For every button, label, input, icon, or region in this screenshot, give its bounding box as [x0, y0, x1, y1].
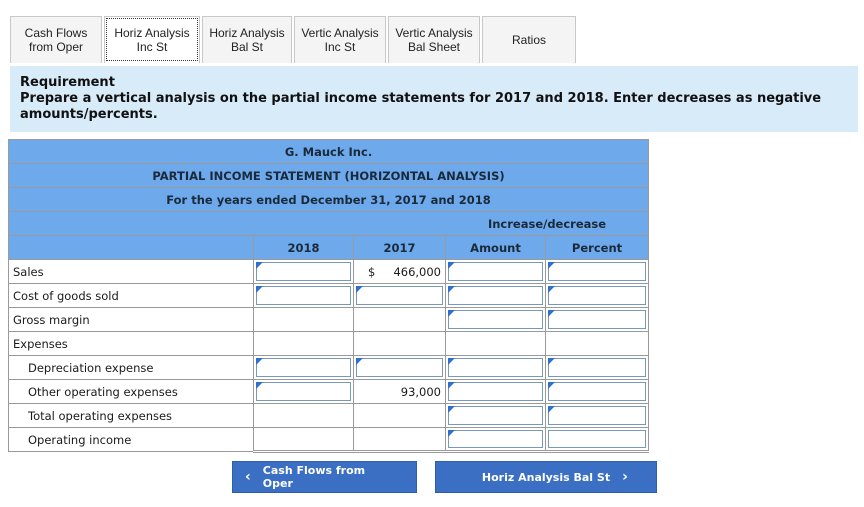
- tab-vertic-analysis-inc-st[interactable]: [294, 16, 386, 63]
- other-amount-cell: [446, 380, 546, 404]
- statement-title: PARTIAL INCOME STATEMENT (HORIZONTAL ANALYSIS): [9, 164, 649, 188]
- total-percent-input[interactable]: [548, 406, 646, 425]
- cogs-amount-cell: [446, 284, 546, 308]
- company-name: G. Mauck Inc.: [9, 140, 649, 164]
- tab-label-line1: Vertic Analysis: [301, 26, 379, 40]
- cogs-percent-input[interactable]: [548, 286, 646, 305]
- depr-amount-cell: [446, 356, 546, 380]
- depr-percent-cell: [546, 356, 649, 380]
- table-row: [9, 284, 649, 308]
- other-2018-input[interactable]: [256, 382, 351, 401]
- cogs-2017-cell: [354, 284, 446, 308]
- sales-2018-cell: [254, 260, 354, 284]
- cogs-amount-input[interactable]: [448, 286, 543, 305]
- other-percent-input[interactable]: [548, 382, 646, 401]
- header-blank: [9, 212, 254, 236]
- opinc-2017-cell: [354, 428, 446, 452]
- requirement-panel: [10, 66, 858, 132]
- total-2017-cell: [354, 404, 446, 428]
- tab-label: Ratios: [511, 33, 546, 47]
- row-label-cogs: Cost of goods sold: [9, 284, 254, 308]
- other-2018-cell: [254, 380, 354, 404]
- cogs-percent-cell: [546, 284, 649, 308]
- cogs-2018-input[interactable]: [256, 286, 351, 305]
- table-row: [9, 356, 649, 380]
- gross-amount-input[interactable]: [448, 310, 543, 329]
- row-label-other-operating: Other operating expenses: [9, 380, 254, 404]
- tab-vertic-analysis-bal-sheet[interactable]: [388, 16, 480, 63]
- table-row: [9, 260, 649, 284]
- next-tab-button[interactable]: [435, 461, 657, 493]
- empty-cell: [546, 332, 649, 356]
- prev-tab-button[interactable]: [232, 461, 417, 493]
- tab-cash-flows-from-oper[interactable]: [10, 16, 102, 63]
- tab-label-line2: Inc St: [136, 40, 168, 54]
- gross-percent-cell: [546, 308, 649, 332]
- other-amount-input[interactable]: [448, 382, 543, 401]
- gross-2018-cell: [254, 308, 354, 332]
- depr-2017-cell: [354, 356, 446, 380]
- row-label-depreciation: Depreciation expense: [9, 356, 254, 380]
- row-label-expenses: Expenses: [9, 332, 254, 356]
- header-blank: [254, 212, 354, 236]
- row-label-gross-margin: Gross margin: [9, 308, 254, 332]
- table-row: [9, 404, 649, 428]
- tab-bar: [10, 16, 578, 63]
- tab-label-line1: Vertic Analysis: [395, 26, 473, 40]
- empty-cell: [354, 332, 446, 356]
- depr-2017-input[interactable]: [356, 358, 443, 377]
- other-2017-value: 93,000: [400, 385, 441, 399]
- other-2017-cell: [354, 380, 446, 404]
- tab-label-line1: Horiz Analysis: [209, 26, 285, 40]
- tab-label-line2: Bal St: [230, 40, 263, 54]
- tab-ratios[interactable]: [482, 16, 576, 63]
- chevron-right-icon: ›: [622, 469, 628, 485]
- sales-2017-value: 466,000: [393, 265, 441, 279]
- total-amount-input[interactable]: [448, 406, 543, 425]
- col-header-2017: 2017: [354, 236, 446, 260]
- gross-amount-cell: [446, 308, 546, 332]
- total-amount-cell: [446, 404, 546, 428]
- table-row: [9, 308, 649, 332]
- empty-cell: [254, 332, 354, 356]
- chevron-left-icon: ‹: [245, 469, 251, 485]
- col-header-amount: Amount: [446, 236, 546, 260]
- opinc-2018-cell: [254, 428, 354, 452]
- sales-2018-input[interactable]: [256, 262, 351, 281]
- tab-label-line2: Bal Sheet: [407, 40, 461, 54]
- next-tab-label: Horiz Analysis Bal St: [481, 470, 611, 484]
- empty-cell: [446, 332, 546, 356]
- opinc-amount-cell: [446, 428, 546, 452]
- tab-label-line1: Horiz Analysis: [114, 26, 190, 40]
- statement-period: For the years ended December 31, 2017 and 2018: [9, 188, 649, 212]
- sales-2017-cell: [354, 260, 446, 284]
- cogs-2017-input[interactable]: [356, 286, 443, 305]
- row-label-operating-income: Operating income: [9, 428, 254, 452]
- table-row: [9, 332, 649, 356]
- opinc-percent-cell: [546, 428, 649, 452]
- depr-2018-input[interactable]: [256, 358, 351, 377]
- depr-2018-cell: [254, 356, 354, 380]
- tab-label-line2: from Oper: [28, 40, 83, 54]
- row-label-total-operating: Total operating expenses: [9, 404, 254, 428]
- depr-percent-input[interactable]: [548, 358, 646, 377]
- depr-amount-input[interactable]: [448, 358, 543, 377]
- requirement-text: Prepare a vertical analysis on the partial income statements for 2017 and 2018. Enter decreases as negative amounts/percents.: [20, 91, 822, 122]
- tab-label-line2: Inc St: [324, 40, 356, 54]
- tab-label-line1: Cash Flows: [24, 26, 88, 40]
- table-row: [9, 380, 649, 404]
- row-label-sales: Sales: [9, 260, 254, 284]
- header-blank: [9, 236, 254, 260]
- col-header-2018: 2018: [254, 236, 354, 260]
- col-header-percent: Percent: [546, 236, 649, 260]
- header-blank: [354, 212, 446, 236]
- sales-percent-cell: [546, 260, 649, 284]
- cogs-2018-cell: [254, 284, 354, 308]
- other-percent-cell: [546, 380, 649, 404]
- sales-amount-cell: [446, 260, 546, 284]
- increase-decrease-header: Increase/decrease: [446, 212, 649, 236]
- prev-tab-label: Cash Flows from Oper: [262, 464, 366, 490]
- sales-percent-input[interactable]: [548, 262, 646, 281]
- opinc-amount-input[interactable]: [448, 430, 543, 448]
- sales-amount-input[interactable]: [448, 262, 543, 281]
- gross-percent-input[interactable]: [548, 310, 646, 329]
- income-statement-table: [8, 139, 649, 453]
- tab-horiz-analysis-bal-st[interactable]: [202, 16, 292, 63]
- tab-horiz-analysis-inc-st[interactable]: [104, 16, 200, 63]
- requirement-title: Requirement: [20, 75, 115, 90]
- opinc-percent-input[interactable]: [548, 430, 646, 448]
- table-row: [9, 428, 649, 452]
- gross-2017-cell: [354, 308, 446, 332]
- currency-symbol: $: [368, 265, 376, 279]
- total-percent-cell: [546, 404, 649, 428]
- total-2018-cell: [254, 404, 354, 428]
